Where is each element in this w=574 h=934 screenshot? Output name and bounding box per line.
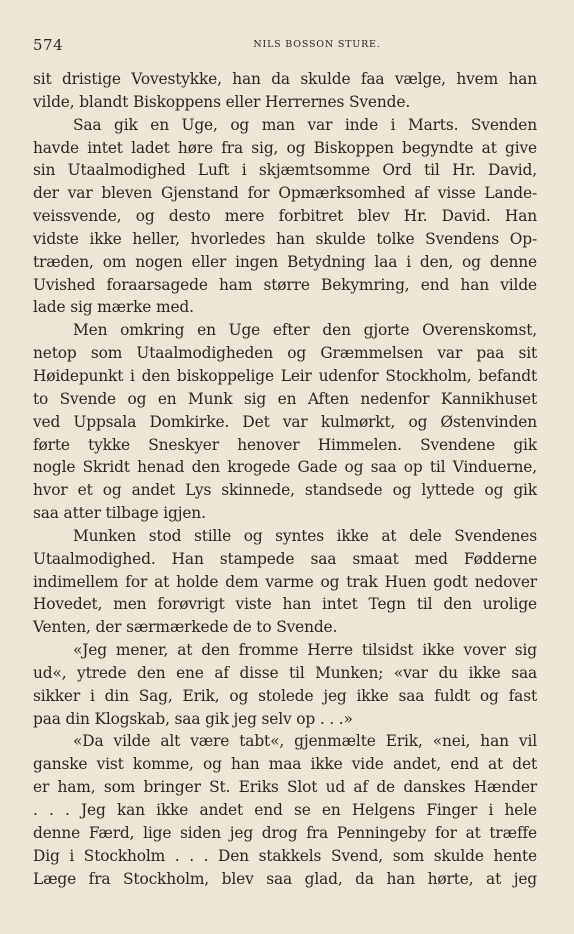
text-line: førte tykke Sneskyer henover Himmelen. Svendene gik [33, 435, 537, 454]
text-line: Høidepunkt i den biskoppelige Leir udenfor Stockholm, befandt [33, 366, 537, 385]
body-text [33, 68, 537, 890]
page-number: 574 [33, 36, 64, 54]
text-line: sit dristige Vovestykke, han da skulde faa vælge, hvem han [33, 70, 537, 88]
text-line: Læge fra Stockholm, blev saa glad, da han hørte, at jeg [33, 869, 537, 888]
text-line: havde intet ladet høre fra sig, og Biskoppen begyndte at give [33, 138, 537, 157]
text-line: Dig i Stockholm . . . Den stakkels Svend, som skulde hente [33, 846, 537, 865]
text-line: ganske vist komme, og han maa ikke vide andet, end at det [33, 755, 537, 774]
text-line: paa din Klogskab, saa gik jeg selv op . . .» [33, 709, 353, 728]
text-line: træden, om nogen eller ingen Betydning laa i den, og denne [33, 252, 537, 271]
text-line: lade sig mærke med. [33, 298, 194, 317]
text-line: sin Utaalmodighed Luft i skjæmtsomme Ord til Hr. David, [33, 161, 537, 180]
text-line: Hovedet, men forøvrigt viste han intet Tegn til den urolige [33, 595, 537, 614]
text-line: «Jeg mener, at den fromme Herre tilsidst ikke vover sig [73, 641, 537, 660]
text-line: hvor et og andet Lys skinnede, standsede og lyttede og gik [33, 481, 537, 500]
text-line: Men omkring en Uge efter den gjorte Overenskomst, [73, 321, 537, 340]
text-line: . . . Jeg kan ikke andet end se en Helgens Finger i hele [33, 801, 537, 819]
text-line: netop som Utaalmodigheden og Græmmelsen var paa sit [33, 344, 537, 363]
text-line: nogle Skridt henad den krogede Gade og saa op til Vinduerne, [33, 458, 537, 477]
text-line: «Da vilde alt være tabt«, gjenmælte Erik, «nei, han vil [73, 732, 537, 751]
text-line: vilde, blandt Biskoppens eller Herrernes Svende. [33, 92, 411, 111]
text-line: Venten, der særmærkede de to Svende. [33, 618, 338, 637]
text-line: veissvende, og desto mere forbitret blev Hr. David. Han [33, 207, 537, 226]
text-line: der var bleven Gjenstand for Opmærksomhed af visse Lande- [33, 184, 537, 203]
text-line: Utaalmodighed. Han stampede saa smaat med Fødderne [33, 549, 537, 568]
text-line: ved Uppsala Domkirke. Det var kulmørkt, og Østenvinden [33, 412, 537, 431]
text-line: indimellem for at holde dem varme og trak Huen godt nedover [33, 572, 537, 591]
text-line: Munken stod stille og syntes ikke at dele Svendenes [73, 526, 537, 545]
text-line: denne Færd, lige siden jeg drog fra Penningeby for at træffe [33, 823, 537, 842]
text-line: ud«, ytrede den ene af disse til Munken; «var du ikke saa [33, 663, 537, 682]
text-line: saa atter tilbage igjen. [33, 504, 206, 523]
text-line: vidste ikke heller, hvorledes han skulde tolke Svendens Op- [33, 229, 537, 248]
text-line: Saa gik en Uge, og man var inde i Marts. Svenden [73, 115, 537, 134]
text-line: to Svende og en Munk sig en Aften nedenfor Kannikhuset [33, 389, 537, 408]
page-header [33, 36, 541, 58]
text-line: er ham, som bringer St. Eriks Slot ud af de danskes Hænder [33, 778, 537, 797]
text-line: Uvished foraarsagede ham større Bekymring, end han vilde [33, 275, 537, 294]
running-head: NILS BOSSON STURE. [253, 39, 381, 50]
text-line: sikker i din Sag, Erik, og stolede jeg ikke saa fuldt og fast [33, 686, 537, 705]
